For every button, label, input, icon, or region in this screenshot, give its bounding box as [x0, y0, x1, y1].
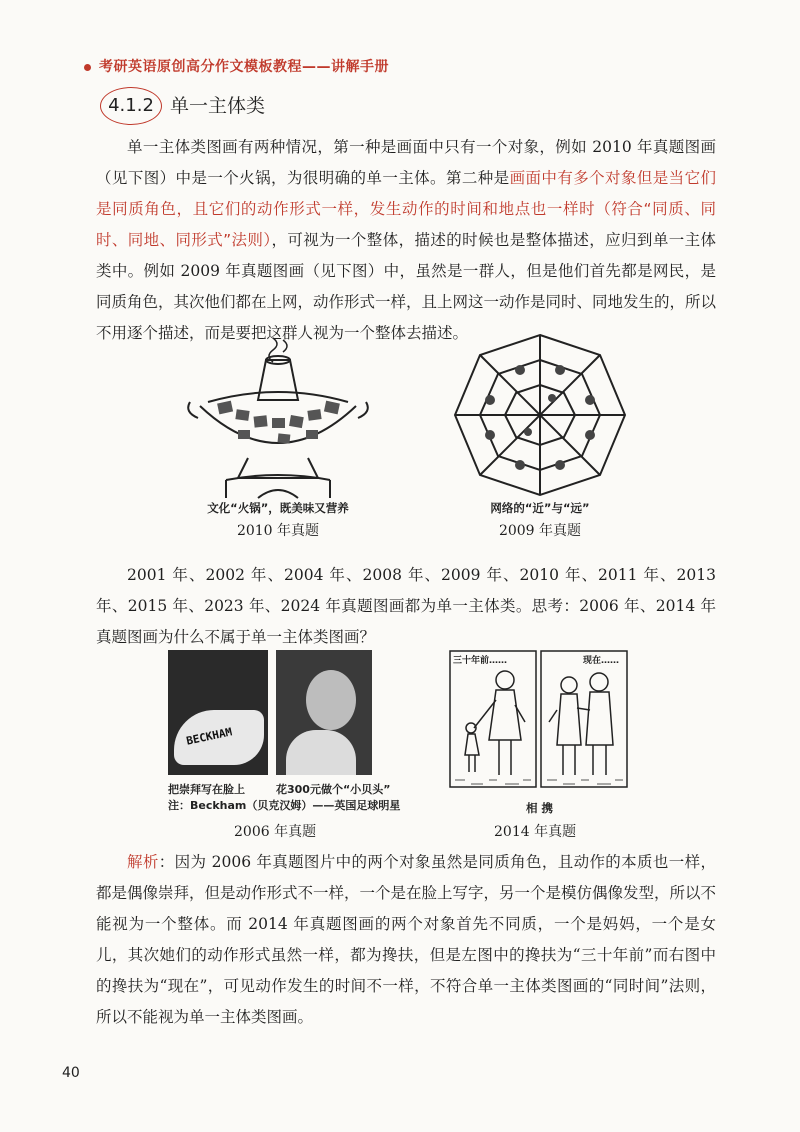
analysis-lead: 解析 [127, 853, 159, 871]
photo-face-writing [168, 650, 268, 775]
figure-2014-year: 2014 年真题 [494, 824, 577, 840]
figure-2009-year: 2009 年真题 [498, 523, 582, 539]
running-head [84, 56, 389, 76]
photo-right-caption: 花300元做个“小贝头” [276, 783, 391, 796]
figure-2009-caption: 网络的“近”与“远” [490, 501, 590, 515]
section-number: 4.1.2 [100, 87, 162, 125]
running-head-text: 考研英语原创高分作文模板教程——讲解手册 [99, 59, 389, 75]
intro-paragraph [96, 132, 716, 349]
label-now: 现在…… [583, 656, 620, 666]
photo-left-caption: 把崇拜写在脸上 [168, 783, 245, 796]
figure-2010-caption: 文化“火锅”，既美味又营养 [207, 501, 349, 515]
spider-web-illustration [450, 330, 630, 500]
figure-2014 [449, 650, 629, 800]
figure-2010 [168, 330, 388, 540]
intro-text-c: ，可视为一个整体，描述的时候也是整体描述，应归到单一主体类中。例如 2009 年真题图画（见下图）中，虽然是一群人，但是他们首先都是网民，是同质角色，其次他们都在上网，动作形式一样，且上网这一动作是同时、同地发生的，所以不用逐个描述，而是要把这群人视为一个整体去描述。 [96, 231, 717, 342]
head-shape [306, 670, 356, 730]
mother-daughter-illustration [449, 650, 629, 790]
photo-note: 注：Beckham（贝克汉姆）——英国足球明星 [168, 799, 401, 812]
section-title: 单一主体类 [170, 95, 266, 117]
years-paragraph: 2001 年、2002 年、2004 年、2008 年、2009 年、2010 年、2011 年、2013 年、2015 年、2023 年、2024 年真题图画都为单一主体类。思考：2006 年、2014 年真题图画为什么不属于单一主体类图画？ [96, 566, 716, 646]
shoulder-shape [286, 730, 356, 775]
analysis-paragraph [96, 847, 716, 1033]
analysis-body: ：因为 2006 年真题图片中的两个对象虽然是同质角色，且动作的本质也一样，都是偶像崇拜，但是动作形式不一样，一个是在脸上写字，另一个是模仿偶像发型，所以不能视为一个整体。而 2014 年真题图画的两个对象首先不同质，一个是妈妈，一个是女儿，其次她们的动作形式虽然一样，都为搀扶，但是左图中的搀扶为“三十年前”而右图中的搀扶为“现在”，可见动作发生的时间不一样，不符合单一主体类图画的“同时间”法则，所以不能视为单一主体类图画。 [96, 853, 717, 1026]
label-thirty-years-ago: 三十年前…… [453, 656, 508, 666]
beckham-face-text: BECKHAM [185, 725, 234, 748]
page-number: 40 [62, 1065, 80, 1081]
intro-text-a: 单一主体类图画有两种情况，第一种是画面中只有一个对象，例如 2010 年真题图画（见下图）中是一个火锅，为很明确的单一主体。第二种是 [96, 138, 716, 187]
figure-2006-year: 2006 年真题 [234, 824, 317, 840]
hotpot-illustration [178, 330, 378, 500]
figure-2009 [430, 330, 650, 540]
intro-highlight: 画面中有多个对象但是当它们是同质角色，且它们的动作形式一样，发生动作的时间和地点也一样时（符合“同质、同时、同地、同形式”法则） [96, 169, 716, 249]
photo-haircut [276, 650, 372, 775]
figure-2010-year: 2010 年真题 [236, 523, 320, 539]
bullet-dot-icon [84, 64, 91, 71]
figure-2014-caption: 相 携 [526, 801, 554, 815]
